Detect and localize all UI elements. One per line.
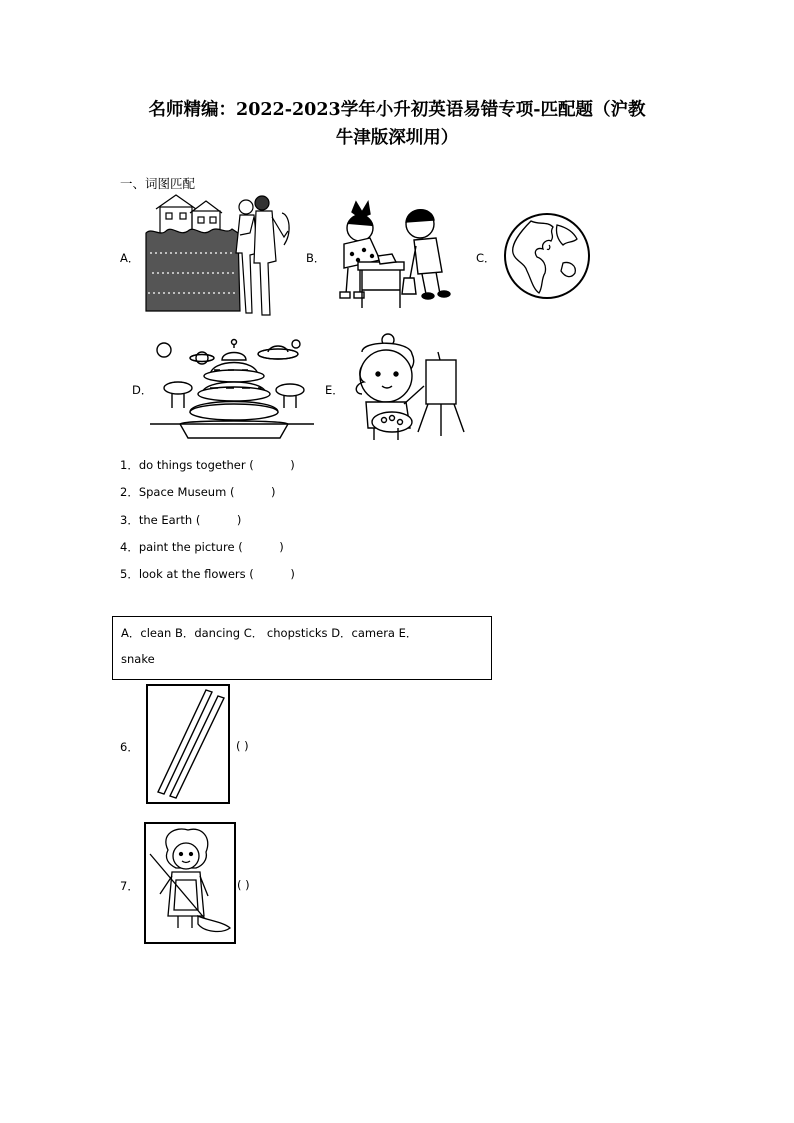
picture-label-c: C．	[476, 251, 496, 265]
woman-mopping-picture	[146, 824, 234, 942]
options-line-2: snake	[121, 652, 155, 666]
question-7-number: 7．	[120, 879, 139, 893]
title-line-1: 名师精编：2022-2023学年小升初英语易错专项-匹配题（沪教	[148, 100, 646, 120]
chopsticks-picture	[148, 686, 228, 802]
question-text: look at the flowers	[138, 567, 246, 581]
answer-blank[interactable]: ( )	[249, 458, 295, 472]
answer-blank[interactable]: ( )	[195, 513, 242, 527]
question-text: do things together	[138, 458, 246, 472]
answer-blank[interactable]: ( )	[229, 485, 276, 499]
answer-blank[interactable]: ( )	[249, 567, 295, 581]
girl-painting-picture	[340, 332, 474, 444]
question-6-number: 6．	[120, 740, 139, 754]
kids-cleaning-picture	[330, 198, 464, 310]
question-3	[120, 512, 242, 528]
answer-blank[interactable]: ( )	[238, 540, 284, 554]
flowers-house-picture	[142, 193, 294, 321]
question-number: 2．	[120, 485, 139, 499]
picture-label-a: A．	[120, 251, 140, 265]
question-7-answer-blank[interactable]: ( )	[237, 878, 250, 892]
question-number: 5．	[120, 567, 139, 581]
page-title	[100, 96, 694, 152]
picture-label-e: E．	[325, 383, 344, 397]
earth-globe-picture	[503, 213, 591, 299]
question-number: 1．	[120, 458, 139, 472]
options-line-1: A．clean B．dancing C． chopsticks D．camera E．	[121, 626, 418, 640]
section-heading: 一、词图匹配	[120, 176, 196, 191]
question-number: 4．	[120, 540, 139, 554]
picture-label-b: B．	[306, 251, 326, 265]
question-number: 3．	[120, 513, 139, 527]
question-6-answer-blank[interactable]: ( )	[236, 739, 249, 753]
title-line-2: 牛津版深圳用）	[335, 128, 459, 148]
question-2	[120, 484, 276, 500]
cleaning-picture-frame	[144, 822, 236, 944]
chopsticks-picture-frame	[146, 684, 230, 804]
question-text: paint the picture	[138, 540, 235, 554]
picture-label-d: D．	[132, 383, 153, 397]
question-text: the Earth	[138, 513, 193, 527]
question-1	[120, 457, 295, 473]
question-4	[120, 539, 284, 555]
options-box	[112, 616, 492, 680]
question-5	[120, 566, 295, 582]
space-museum-picture	[150, 338, 314, 446]
question-text: Space Museum	[138, 485, 227, 499]
